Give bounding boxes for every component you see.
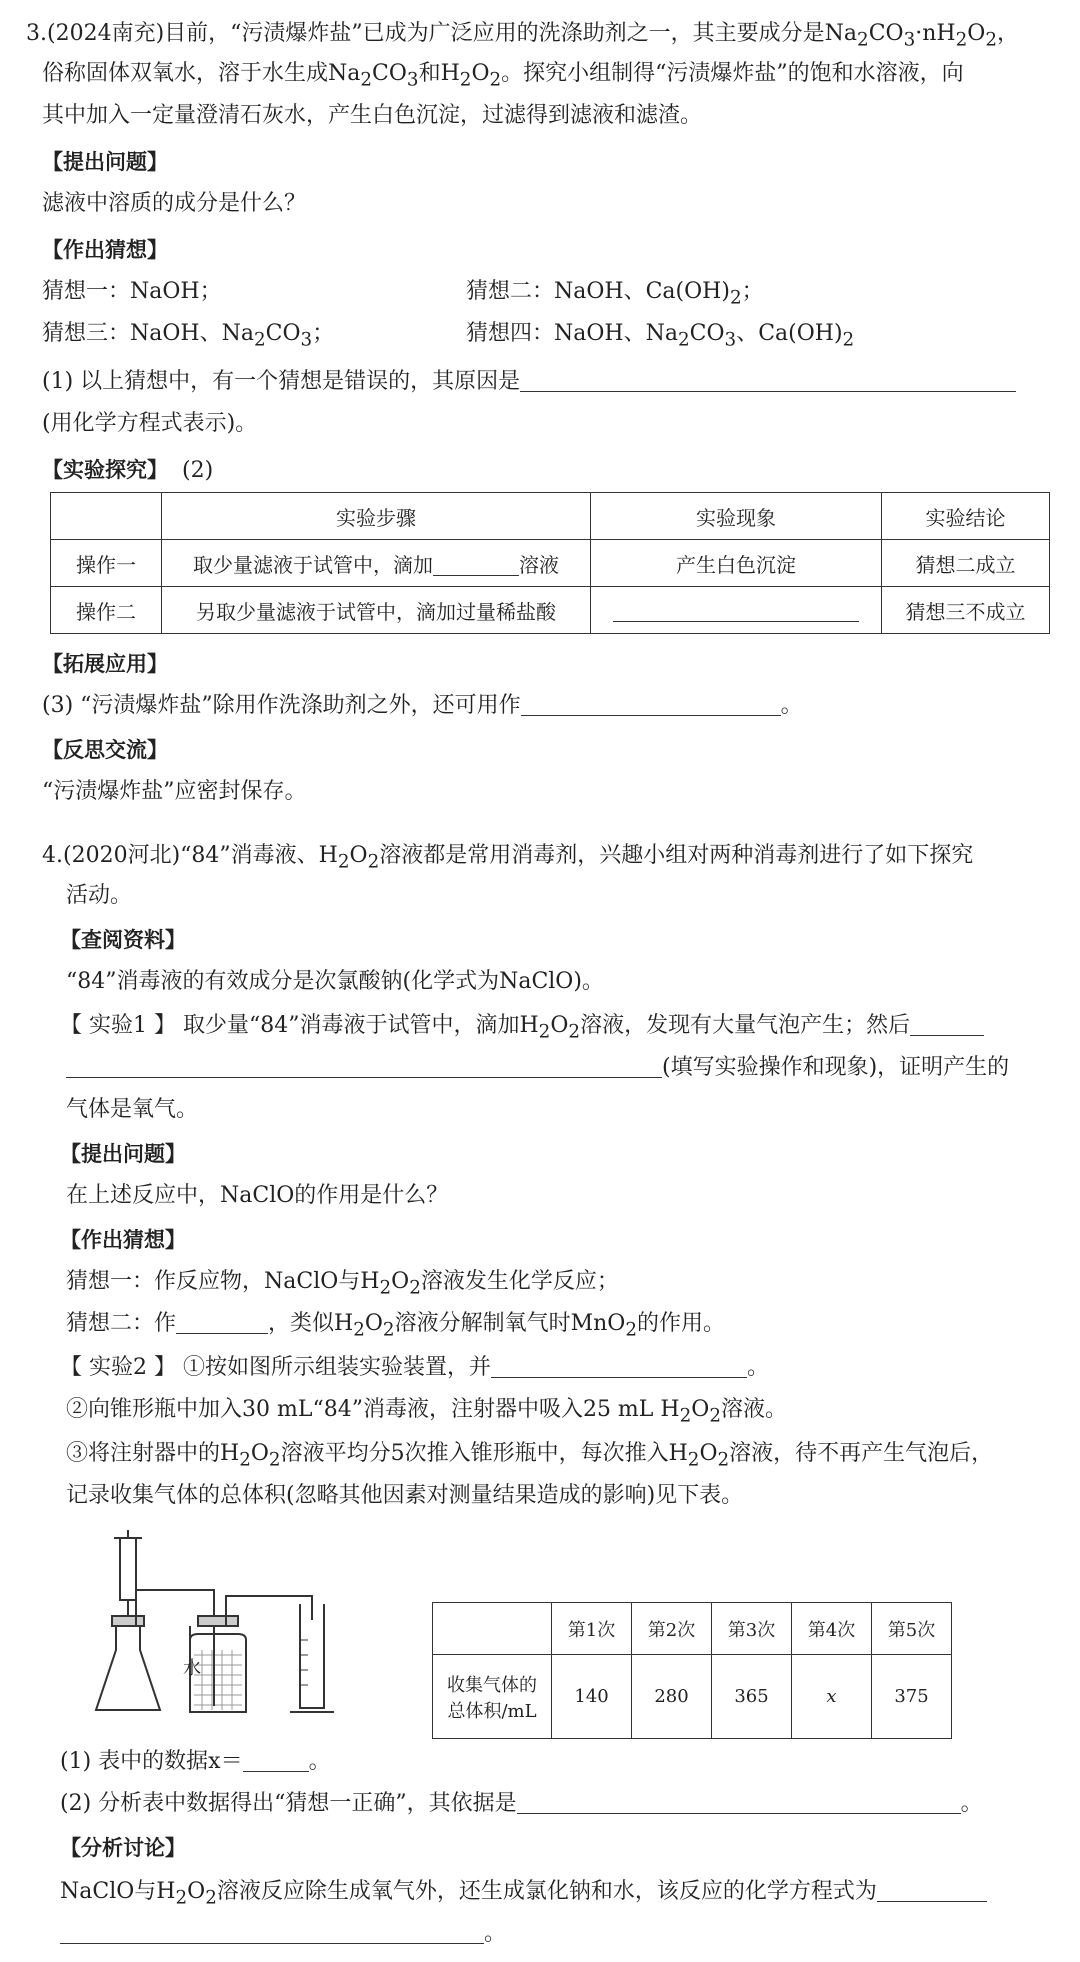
q4-intro-line2: 活动。 xyxy=(66,883,133,908)
table-header-row: 第1次 第2次 第3次 第4次 第5次 xyxy=(433,1603,952,1655)
heading-hypothesis: 【作出猜想】 xyxy=(60,1228,186,1252)
q4-intro-line1: 4.(2020河北)“84”消毒液、$H_2O_2$溶液都是常用消毒剂，兴趣小组对两种消毒剂进行了如下探究 xyxy=(42,843,974,873)
q4-gas-volume-table xyxy=(432,1602,952,1739)
exp2-step3: ③将注射器中的$H_2O_2$溶液平均分5次推入锥形瓶中，每次推入$H_2O_2$溶液，待不再产生气泡后， xyxy=(66,1441,994,1471)
stopper-icon xyxy=(112,1616,144,1626)
lookup-text: “84”消毒液的有效成分是次氯酸钠(化学式为NaClO)。 xyxy=(66,969,604,994)
q3-part3: (3) “污渍爆炸盐”除用作洗涤助剂之外，还可用作 。 xyxy=(42,693,803,718)
q4-sub2: (2) 分析表中数据得出“猜想一正确”，其依据是 。 xyxy=(60,1791,983,1816)
answer-blank[interactable] xyxy=(517,1789,961,1814)
q4-sub1: (1) 表中的数据x＝ 。 xyxy=(60,1749,331,1774)
exp1-line3: 气体是氧气。 xyxy=(66,1097,199,1122)
syringe-icon xyxy=(120,1538,136,1600)
conical-flask-icon xyxy=(96,1626,160,1710)
answer-blank[interactable] xyxy=(176,1309,268,1334)
heading-hypothesis: 【作出猜想】 xyxy=(42,238,168,262)
q3-intro-line1: 3.(2024南充)目前，“污渍爆炸盐”已成为广泛应用的洗涤助剂之一，其主要成分是$Na_2CO_3\cdot nH_2O_2$， xyxy=(26,21,1020,51)
answer-blank[interactable] xyxy=(910,1011,984,1036)
heading-experiment: 【实验探究】 (2) xyxy=(42,458,214,483)
question-source: (2020河北) xyxy=(63,843,181,868)
discuss-line2: 。 xyxy=(60,1918,1060,1950)
table-row: 操作二 另取少量滤液于试管中，滴加过量稀盐酸 猜想三不成立 xyxy=(51,587,1050,634)
heading-extension: 【拓展应用】 xyxy=(42,652,168,676)
table-row: 操作一 取少量滤液于试管中，滴加 溶液 产生白色沉淀 猜想二成立 xyxy=(51,540,1050,587)
exp2-step2: ②向锥形瓶中加入30 mL“84”消毒液，注射器中吸入25 mL $H_2O_2$溶液。 xyxy=(66,1397,787,1427)
discuss-text: NaClO与$H_2O_2$溶液反应除生成氧气外，还生成氯化钠和水，该反应的化学方程式为 xyxy=(60,1876,1060,1914)
apparatus-diagram xyxy=(90,1530,420,1720)
answer-blank[interactable] xyxy=(491,1353,747,1378)
table-row: 收集气体的 总体积/mL 140 280 365 x 375 xyxy=(433,1655,952,1739)
exp1-line2: (填写实验操作和现象)，证明产生的 xyxy=(42,1052,1062,1084)
question-number: 4. xyxy=(42,843,63,868)
answer-blank[interactable] xyxy=(520,367,1016,392)
heading-reflect: 【反思交流】 xyxy=(42,738,168,762)
exp1-line1: 【 实验1 】 取少量“84”消毒液于试管中，滴加$H_2O_2$溶液，发现有大量气泡产生；然后 xyxy=(42,1010,1062,1048)
question-text: 在上述反应中，NaClO的作用是什么？ xyxy=(66,1183,449,1208)
answer-blank[interactable] xyxy=(433,551,519,576)
answer-blank[interactable] xyxy=(60,1919,484,1944)
exp2-step1: 【 实验2 】 ①按如图所示组装实验装置，并 。 xyxy=(60,1355,770,1380)
heading-question: 【提出问题】 xyxy=(42,150,168,174)
heading-lookup: 【查阅资料】 xyxy=(60,928,186,952)
question-text: 滤液中溶质的成分是什么？ xyxy=(42,191,307,216)
answer-blank[interactable] xyxy=(613,597,859,622)
q3-part1: (1) 以上猜想中，有一个猜想是错误的，其原因是 xyxy=(26,366,1066,398)
question-number: 3. xyxy=(26,21,47,46)
hypothesis-2: 猜想二：作 ，类似$H_2O_2$溶液分解制氧气时MnO$_2$的作用。 xyxy=(66,1311,726,1341)
answer-blank[interactable] xyxy=(66,1053,662,1078)
exp2-step3-line2: 记录收集气体的总体积(忽略其他因素对测量结果造成的影响)见下表。 xyxy=(66,1483,744,1508)
heading-question: 【提出问题】 xyxy=(60,1142,186,1166)
hypothesis-1: 猜想一：作反应物，NaClO与$H_2O_2$溶液发生化学反应； xyxy=(66,1269,619,1299)
hypothesis-row2: 猜想三：NaOH、$Na_2CO_3$； 猜想四：NaOH、$Na_2CO_3$、$Ca(OH)_2$ xyxy=(42,321,855,351)
q3-part1-note: (用化学方程式表示)。 xyxy=(42,411,258,436)
heading-discuss: 【分析讨论】 xyxy=(60,1836,186,1860)
answer-blank[interactable] xyxy=(877,1877,987,1902)
q3-intro-line2: 俗称固体双氧水，溶于水生成$Na_2CO_3$和$H_2O_2$。探究小组制得“污渍爆炸盐”的饱和水溶液，向 xyxy=(42,61,964,91)
question-source: (2024南充) xyxy=(47,21,165,46)
water-label: 水 xyxy=(183,1658,201,1679)
reflect-text: “污渍爆炸盐”应密封保存。 xyxy=(42,779,307,804)
q3-intro-line3: 其中加入一定量澄清石灰水，产生白色沉淀，过滤得到滤液和滤渣。 xyxy=(42,103,703,128)
answer-blank[interactable] xyxy=(243,1747,309,1772)
table-header-row: 实验步骤 实验现象 实验结论 xyxy=(51,493,1050,540)
answer-blank[interactable] xyxy=(521,691,781,716)
hypothesis-row1: 猜想一：NaOH； 猜想二：NaOH、$Ca(OH)_2$； xyxy=(42,279,764,309)
q3-experiment-table xyxy=(50,492,1050,634)
